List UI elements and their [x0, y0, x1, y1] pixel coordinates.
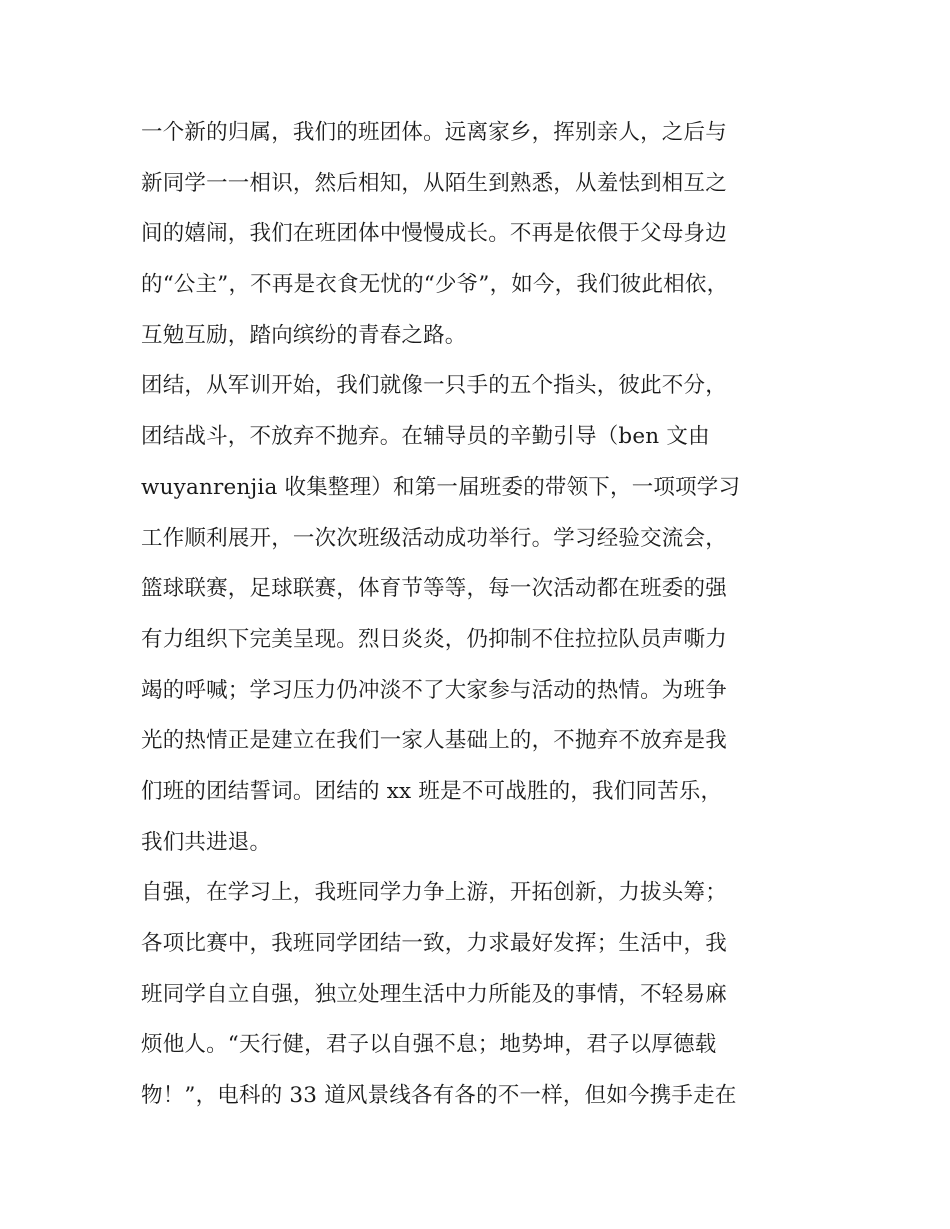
text-line: 间的嬉闹，我们在班团体中慢慢成长。不再是依偎于父母身边 — [141, 221, 727, 247]
text-line: 们班的团结誓词。团结的 xx 班是不可战胜的，我们同苦乐， — [141, 778, 723, 804]
text-line: 团结，从军训开始，我们就像一只手的五个指头，彼此不分， — [141, 373, 727, 399]
text-line: 物！”，电科的 33 道风景线各有各的不一样，但如今携手走在 — [141, 1083, 737, 1109]
text-line: 有力组织下完美呈现。烈日炎炎，仍抑制不住拉拉队员声嘶力 — [141, 626, 727, 652]
text-line: 团结战斗，不放弃不抛弃。在辅导员的辛勤引导（ben 文由 — [141, 424, 710, 450]
text-line: 竭的呼喊；学习压力仍冲淡不了大家参与活动的热情。为班争 — [141, 677, 727, 703]
text-line: 我们共进退。 — [141, 829, 272, 855]
text-line: 光的热情正是建立在我们一家人基础上的，不抛弃不放弃是我 — [141, 728, 727, 754]
text-line: 互勉互励，踏向缤纷的青春之路。 — [141, 322, 467, 348]
text-line: 一个新的归属，我们的班团体。远离家乡，挥别亲人，之后与 — [141, 120, 727, 145]
document-body — [141, 108, 813, 1122]
text-line: 工作顺利展开，一次次班级活动成功举行。学习经验交流会， — [141, 525, 727, 551]
text-line: 新同学一一相识，然后相知，从陌生到熟悉，从羞怯到相互之 — [141, 170, 727, 196]
text-line: 烦他人。“天行健，君子以自强不息；地势坤，君子以厚德载 — [141, 1032, 717, 1058]
text-line: 班同学自立自强，独立处理生活中力所能及的事情，不轻易麻 — [141, 981, 727, 1007]
text-line: 篮球联赛，足球联赛，体育节等等，每一次活动都在班委的强 — [141, 576, 727, 602]
text-line: 的“公主”，不再是衣食无忧的“少爷”，如今，我们彼此相依， — [141, 272, 729, 298]
text-line: wuyanrenjia 收集整理）和第一届班委的带领下，一项项学习 — [141, 474, 741, 500]
text-line: 自强，在学习上，我班同学力争上游，开拓创新，力拔头筹； — [141, 880, 727, 906]
text-line: 各项比赛中，我班同学团结一致，力求最好发挥；生活中，我 — [141, 931, 727, 956]
